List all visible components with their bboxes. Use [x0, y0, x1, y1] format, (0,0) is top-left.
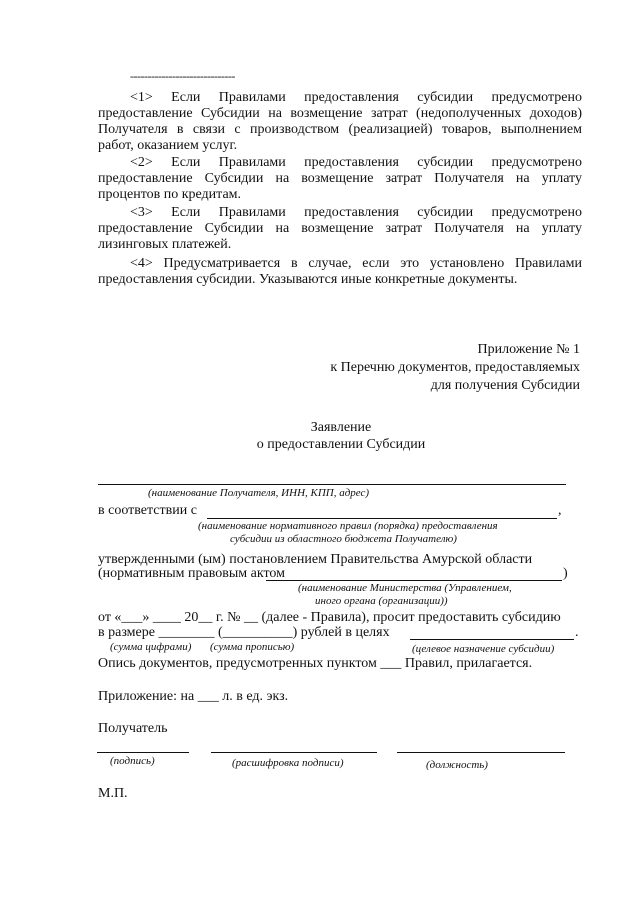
footnote-4	[98, 256, 582, 288]
footnote-3-line: предоставление Субсидии на возмещение затрат Получателя на уплату	[98, 221, 582, 236]
ministry-caption-2: иного органа (организации))	[315, 595, 448, 607]
appendix-header	[330, 342, 580, 394]
signature-decoding-caption: (расшифровка подписи)	[232, 757, 344, 769]
appendix-subtitle: к Перечню документов, предоставляемых	[330, 360, 580, 375]
footnote-3-line: лизинговых платежей.	[98, 237, 232, 252]
purpose-caption: (целевое назначение субсидии)	[412, 643, 555, 655]
stamp-place-label: М.П.	[98, 786, 128, 801]
amount-digits-caption: (сумма цифрами)	[110, 641, 192, 653]
approved-by-text: утвержденными (ым) постановлением Правительства Амурской области	[98, 552, 533, 567]
recipient-name-caption: (наименование Получателя, ИНН, КПП, адрес)	[148, 487, 370, 499]
amount-line: в размере ________ (__________) рублей в целях	[98, 625, 390, 640]
signature-line	[97, 752, 189, 753]
footnote-1-line: предоставление Субсидии на возмещение затрат (недополученных доходов)	[98, 106, 582, 121]
appendix-purpose: для получения Субсидии	[430, 378, 580, 393]
in-accordance-label: в соответствии с	[98, 503, 197, 518]
footnote-1	[98, 90, 582, 154]
footnote-3-line: <3> Если Правилами предоставления субсидии предусмотрено	[130, 205, 582, 220]
rules-caption-1: (наименование нормативного правил (порядка) предоставления	[198, 520, 498, 532]
footnote-separator: ------------------------------	[130, 69, 235, 83]
footnote-4-line: <4> Предусматривается в случае, если это установлено Правилами	[130, 256, 582, 271]
legal-act-close: )	[563, 566, 568, 581]
legal-act-label: (нормативным правовым актом	[98, 566, 285, 581]
footnote-1-line: Получателя в связи с производством (реализацией) товаров, выполнением	[98, 122, 582, 137]
footnote-2-line: предоставление Субсидии на возмещение затрат Получателя на уплату	[98, 171, 582, 186]
date-number-line: от «___» ____ 20__ г. № __ (далее - Правила), просит предоставить субсидию	[98, 610, 561, 625]
footnote-2-line: <2> Если Правилами предоставления субсидии предусмотрено	[130, 155, 582, 170]
rules-name-line	[207, 518, 557, 519]
signature-decoding-line	[211, 752, 377, 753]
recipient-label: Получатель	[98, 721, 168, 736]
position-line	[397, 752, 565, 753]
amount-line-dot: .	[575, 625, 579, 640]
inventory-text: Опись документов, предусмотренных пунктом ___ Правил, прилагается.	[98, 656, 533, 671]
footnote-1-line: <1> Если Правилами предоставления субсидии предусмотрено	[130, 90, 582, 105]
amount-words-caption: (сумма прописью)	[210, 641, 295, 653]
position-caption: (должность)	[426, 759, 488, 771]
ministry-caption-1: (наименование Министерства (Управлением,	[298, 582, 512, 594]
footnote-2-line: процентов по кредитам.	[98, 187, 242, 202]
purpose-line	[410, 639, 574, 640]
application-subtitle: о предоставлении Субсидии	[256, 437, 426, 452]
footnote-2	[98, 155, 582, 203]
signature-caption: (подпись)	[110, 755, 155, 767]
attachment-text: Приложение: на ___ л. в ед. экз.	[98, 689, 289, 704]
rules-caption-2: субсидии из областного бюджета Получателю)	[230, 533, 457, 545]
footnote-4-line: предоставления субсидии. Указываются иные конкретные документы.	[98, 272, 518, 287]
rules-line-comma: ,	[558, 503, 562, 518]
ministry-name-line	[266, 580, 562, 581]
application-title: Заявление	[310, 420, 372, 435]
footnote-1-line: работ, оказанием услуг.	[98, 138, 238, 153]
footnote-3	[98, 205, 582, 253]
recipient-name-line	[98, 484, 566, 485]
appendix-number: Приложение № 1	[477, 342, 580, 357]
